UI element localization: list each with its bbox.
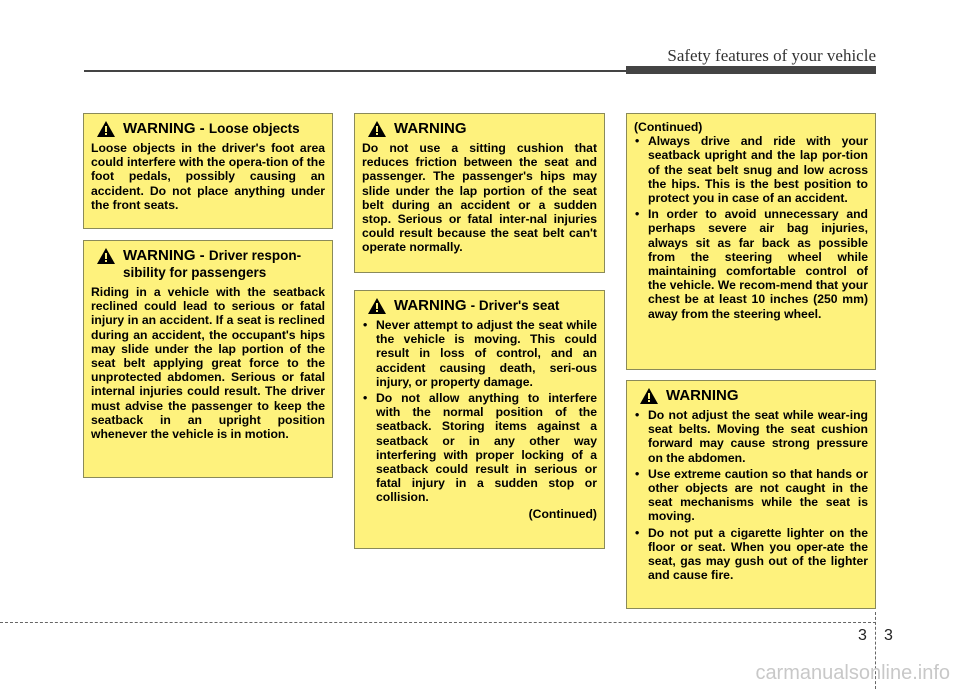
header-rule-accent [626,66,876,74]
warning-box-continued [626,113,876,370]
list-item: • Do not adjust the seat while wear-ing seat belts. Moving the seat cushion forward may cause strong pressure on the abdomen. [634,408,868,465]
warning-triangle-icon [97,248,115,264]
list-item: • Never attempt to adjust the seat while the vehicle is moving. This could result in loss of control, and an accident causing death, seri-ous injury, or property damage. [362,318,597,389]
warning-subtitle: Driver respon- [208,248,302,263]
warning-list [634,408,868,582]
warning-subtitle: Loose objects [208,121,300,136]
warning-subtitle: - Driver's seat [470,298,560,313]
warning-box-drivers-seat [354,290,605,549]
chapter-number: 3 [858,627,867,644]
warning-label: WARNING [394,120,467,137]
list-item: • In order to avoid unnecessary and perhaps severe air bag injuries, always sit as far back as possible from the steering wheel while maintaining comfortable control of the vehicle. We recom-mend that your chest be at least 10 inches (250 mm) away from the steering wheel. [634,207,868,321]
warning-body: Do not use a sitting cushion that reduces friction between the seat and passenger. The passenger's hips may slide under the lap portion of the seat belt during an accident or a sudden stop. Serious or fatal inter-nal injuries could result because the seat belt can't operate normally. [362,141,597,255]
warning-dash: - [199,247,205,264]
list-item: • Always drive and ride with your seatback upright and the lap por-tion of the seat belt snug and low across the hips. This is the best position to protect you in case of an accident. [634,134,868,205]
warning-label: WARNING [123,120,196,137]
list-item: • Do not put a cigarette lighter on the floor or seat. When you oper-ate the seat, gas may gush out of the lighter and cause fire. [634,526,868,583]
warning-dash: - [199,120,205,137]
warning-label: WARNING [123,247,196,264]
warning-box-loose-objects [83,113,333,229]
page-header-title: Safety features of your vehicle [667,46,876,65]
continued-label: (Continued) [528,506,597,521]
warning-subtitle-line2: sibility for passengers [123,265,267,280]
list-item: • Do not allow anything to interfere with the normal position of the seatback. Storing items against a seatback or in any other way interfering with proper locking of a seatback could result in serious or fatal injury in a sudden stop or collision. [362,391,597,505]
warning-body: Loose objects in the driver's foot area could interfere with the opera-tion of the foot pedals, possibly causing an accident. Do not place anything under the front seats. [91,141,325,212]
warning-title [91,120,325,137]
watermark: carmanualsonline.info [755,662,950,684]
warning-box-cushion [354,113,605,273]
warning-list [362,318,597,505]
warning-triangle-icon [368,298,386,314]
warning-body: Riding in a vehicle with the seatback reclined could lead to serious or fatal injury in an accident. If a seat is reclined during an accident, the occupant's hips may slide under the lap portion of the seat belt applying great force to the unprotected abdomen. Serious or fatal internal injuries could result. The driver must advise the passenger to keep the seatback in an upright position whenever the vehicle is in motion. [91,285,325,442]
warning-label: WARNING [394,297,467,314]
footer-rule [0,622,876,623]
warning-label: WARNING [666,387,739,404]
warning-title [634,387,868,404]
warning-triangle-icon [368,121,386,137]
warning-triangle-icon [97,121,115,137]
warning-title [91,247,325,281]
warning-box-driver-responsibility [83,240,333,478]
warning-box-seat-adjust [626,380,876,609]
warning-list [634,134,868,321]
list-item: • Use extreme caution so that hands or other objects are not caught in the seat mechanisms while the seat is moving. [634,467,868,524]
warning-triangle-icon [640,388,658,404]
page-number: 3 [884,627,893,644]
warning-title [362,120,597,137]
warning-title [362,297,597,314]
continued-label: (Continued) [634,120,703,134]
